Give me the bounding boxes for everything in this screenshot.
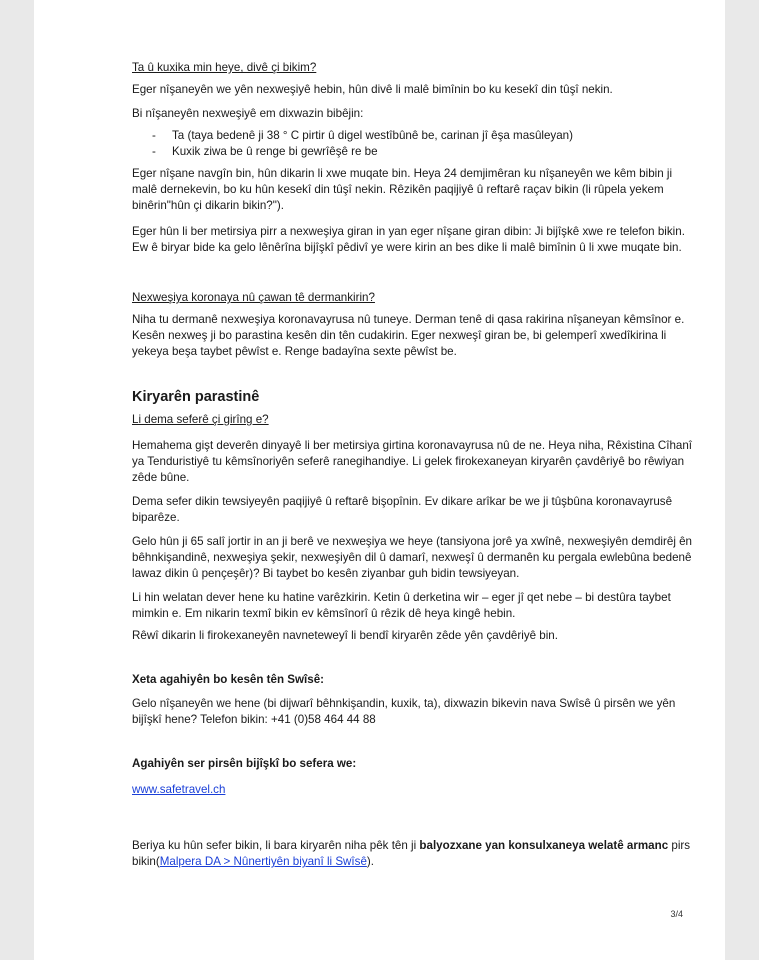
paragraph: Gelo nîşaneyên we hene (bi dijwarî bêhnkişandin, kuxik, ta), dixwazin bikevin nava Swîsê û pirsên we yên bijîşkî hene? Telefon bikin: +41 (0)58 464 44 88 — [132, 697, 676, 726]
paragraph: Hemahema gişt deverên dinyayê li ber metirsiya girtina koronavayrusa nû de ne. Heya niha, Rêxistina Cîhanî ya Tenduristiyê tu kêmsînoriyên seferê ranegihandiye. Li gelek firokexaneyan kiryarên çavdêriyê bo rêwiyan zêde bûne. — [132, 439, 693, 484]
page-number: 3/4 — [670, 909, 683, 919]
section-title-protection: Kiryarên parastinê — [132, 389, 260, 405]
document-page — [34, 0, 725, 960]
section-heading-cough: Ta û kuxika min heye, divê çi bikim? — [132, 61, 317, 74]
section-heading-treatment: Nexweşiya koronaya nû çawan tê dermankirin? — [132, 291, 375, 304]
symptom-list — [132, 128, 692, 160]
list-item: - Kuxik ziwa be û renge bi gewrîêşê re be — [152, 145, 378, 158]
embassy-text: balyozxane yan konsulxaneya welatê armanc — [419, 839, 669, 852]
paragraph: Li hin welatan dever hene ku hatine varêzkirin. Ketin û derketina wir – eger jî qet nebe – bi destûra taybet mimkin e. Em nikarin texmî bikin ev kêmsînorî û rêzik dê heya kingê hebin. — [132, 591, 671, 620]
paragraph: Rêwî dikarin li firokexaneyên navneteweyî li bendî kiryarên zêde yên çavdêriyê bin. — [132, 629, 558, 642]
list-item: - Ta (taya bedenê ji 38 ° C pirtir û digel westîbûnê be, carinan jî êşa masûleyan) — [152, 129, 573, 142]
paragraph: Eger hûn li ber metirsiya pirr a nexweşiya giran in yan eger nîşane giran dibin: Ji bijîşkê xwe re telefon bikin. Ew ê biryar bide ka gelo lênêrîna bijîşkî pêdivî ye were kirin an bes dike li malê bimînin û li xwe muqate bin. — [132, 225, 685, 254]
section-heading-hotline: Xeta agahiyên bo kesên tên Swîsê: — [132, 673, 325, 686]
paragraph: Bi nîşaneyên nexweşiyê em dixwazin bibêjin: — [132, 107, 364, 120]
paragraph: Dema sefer dikin tewsiyeyên paqijiyê û reftarê bişopînin. Ev dikare arîkar be we ji tûşbûna koronavayrusê biparêze. — [132, 495, 673, 524]
closing-paragraph: Beriya ku hûn sefer bikin, li bara kiryarên niha pêk tên ji balyozxane yan konsulxaneya welatê armanc pirs bikin(Malpera DA > Nûnertiyên biyanî li Swîsê). — [132, 839, 691, 868]
section-heading-medical-info: Agahiyên ser pirsên bijîşkî bo sefera we: — [132, 757, 357, 770]
section-heading-travel: Li dema seferê çi girîng e? — [132, 413, 269, 426]
document-content — [132, 60, 692, 870]
safetravel-link[interactable]: www.safetravel.ch — [132, 783, 226, 796]
paragraph: Gelo hûn ji 65 salî jortir in an ji berê ve nexweşiya we heye (tansiyona jorê ya xwînê, nexweşiyên demdirêj ên bêhnkişandinê, nexweşiya şekir, nexweşiyên dil û damarî, nexweşî û dermanên ku pergala ewlebûna bedenê lawaz dikin û pençeşêr)? Bi taybet bo kesên ziyanbar guh bidin tewsiyeyan. — [132, 535, 693, 580]
foreign-representations-link[interactable]: Malpera DA > Nûnertiyên biyanî li Swîsê — [159, 855, 367, 868]
paragraph: Niha tu dermanê nexweşiya koronavayrusa nû tuneye. Derman tenê di qasa rakirina nîşaneyan kêmsînor e. Kesên nexweş ji bo parastina kesên din tên cudakirin. Eger nexweşî giran be, bi gelemperî xwedîkirina li yekeya beşa taybet pêwîst e. Renge badayîna sexte pêwîst be. — [132, 313, 685, 358]
paragraph: Eger nîşaneyên we yên nexweşiyê hebin, hûn divê li malê bimînin bo ku kesekî din tûşî nekin. — [132, 83, 613, 96]
paragraph: Eger nîşane navgîn bin, hûn dikarin li xwe muqate bin. Heya 24 demjimêran ku nîşaneyên we kêm bibin ji malê dernekevin, bo ku hûn kesekî din tûşî nekin. Rêzikên paqijiyê û reftarê raçav bikin (li rûpela yekem binêrin"hûn çi dikarin bikin?"). — [132, 167, 673, 212]
